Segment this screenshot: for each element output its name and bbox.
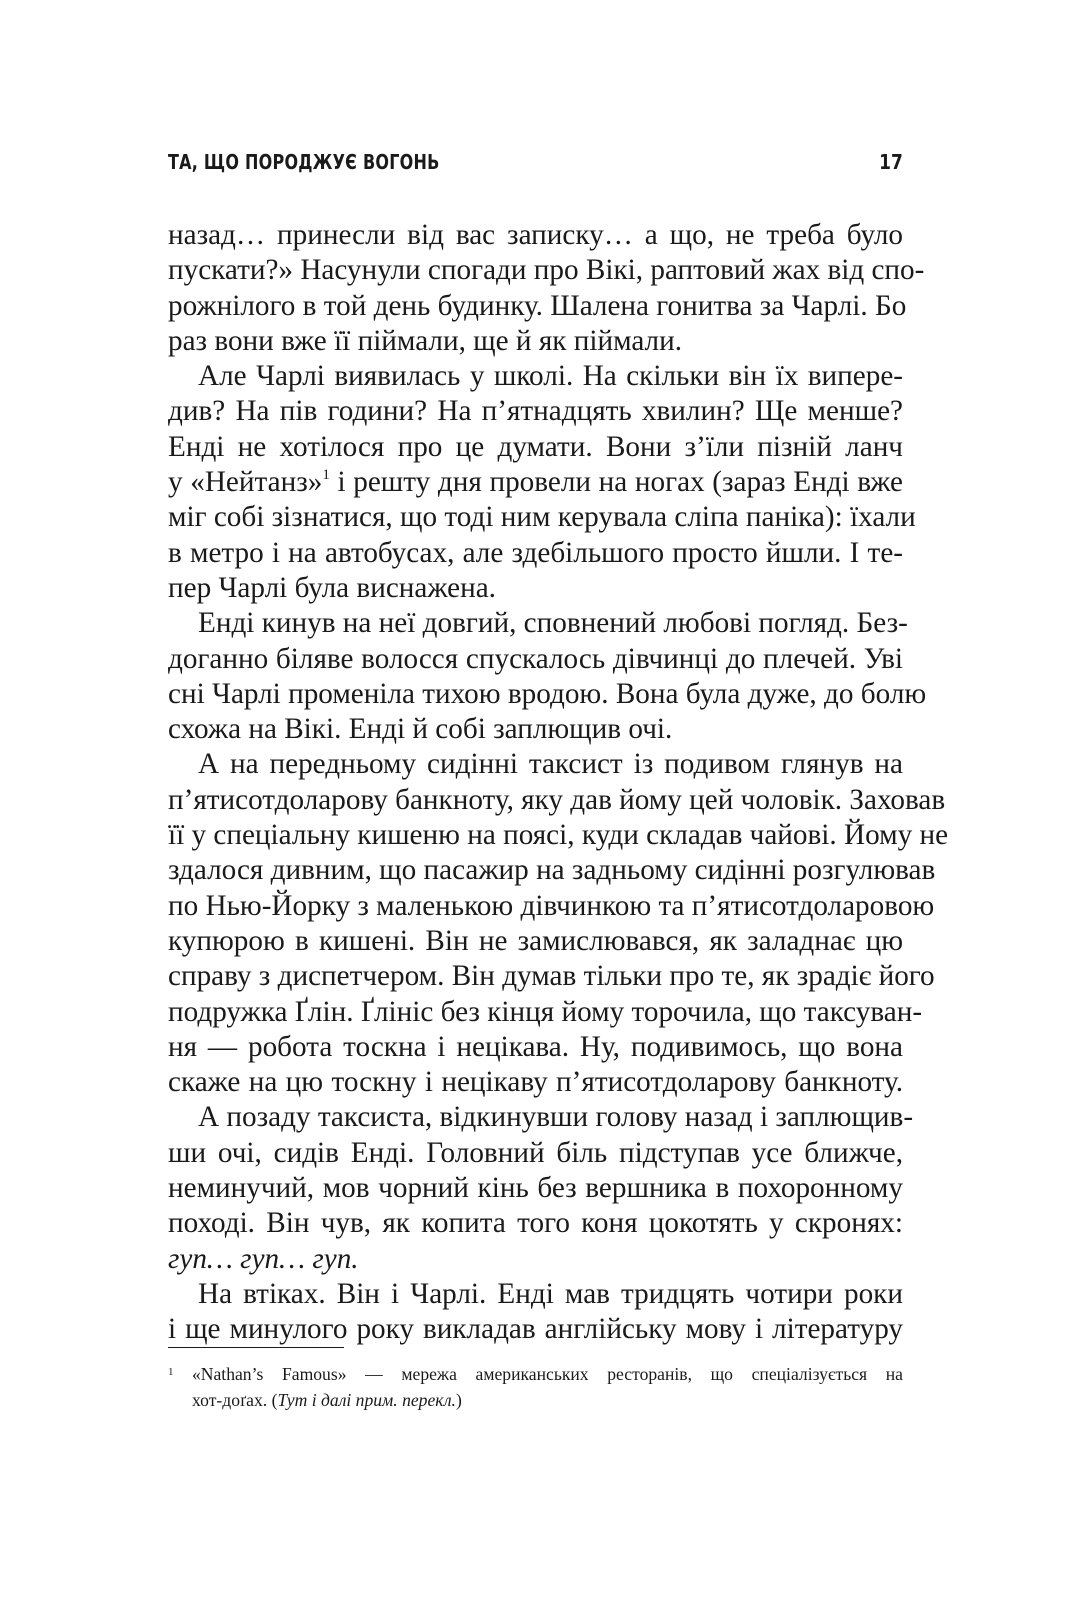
page-number: 17: [879, 150, 903, 174]
text-line: сні Чарлі променіла тихою вродою. Вона була дуже, до болю: [168, 677, 927, 710]
text-segment-italic: Тут і далі прим. перекл.: [277, 1390, 456, 1410]
footnote: [168, 1361, 903, 1413]
text-line: На втіках. Він і Чарлі. Енді мав тридцять чотири роки: [198, 1277, 903, 1310]
text-line: справу з диспетчером. Він думав тільки про те, як зрадіє його: [168, 960, 935, 993]
text-line: міг собі зізнатися, що тоді ним керувала сліпа паніка): їхали: [168, 501, 916, 534]
text-line: неминучий, мов чорний кінь без вершника в похоронному: [168, 1172, 903, 1205]
text-line: Енді не хотілося про це думати. Вони з’їли пізній ланч: [168, 430, 903, 463]
text-line: А позаду таксиста, відкинувши голову назад і заплющив-: [198, 1101, 914, 1134]
text-line-with-footnote-ref: [168, 465, 903, 500]
footnote-line: «Nathan’s Famous» — мережа американських ресторанів, що спеціалізується на: [192, 1364, 903, 1384]
text-line: доганно біляве волосся спускалось дівчинці до плечей. Уві: [168, 642, 903, 675]
footnote-reference: 1: [322, 467, 330, 484]
text-line: і ще минулого року викладав англійську мову і літературу: [168, 1313, 903, 1346]
text-line: назад… принесли від вас записку… а що, не треба було: [168, 219, 903, 251]
body-text: [168, 218, 949, 1348]
text-segment: і решту дня провели на ногах (зараз Енді вже: [329, 466, 903, 499]
footnote-line: [192, 1387, 903, 1413]
running-head: [168, 150, 903, 180]
text-line: Енді кинув на неї довгий, сповнений любові погляд. Без-: [198, 607, 908, 640]
text-line: подружка Ґлін. Ґлініс без кінця йому торочила, що таксуван-: [168, 995, 923, 1028]
text-line: А на передньому сидінні таксист із подивом глянув на: [198, 748, 903, 781]
text-line: скаже на цю тоскну і нецікаву п’ятисотдоларову банкноту.: [168, 1066, 903, 1099]
text-segment: ): [455, 1390, 462, 1410]
footnote-divider: [168, 1347, 344, 1348]
text-line: Але Чарлі виявилась у школі. На скільки він їх випере-: [198, 360, 903, 393]
text-line: п’ятисотдоларову банкноту, яку дав йому цей чоловік. Заховав: [168, 783, 946, 816]
text-line: по Нью-Йорку з маленькою дівчинкою та п’ятисотдоларовою: [168, 889, 935, 922]
text-line: її у спеціальну кишеню на поясі, куди складав чайові. Йому не: [168, 819, 949, 852]
text-line: ши очі, сидів Енді. Головний біль підступав усе ближче,: [168, 1136, 903, 1169]
text-line: схожа на Вікі. Енді й собі заплющив очі.: [168, 713, 673, 746]
text-segment: хот-доґах. (: [192, 1390, 278, 1410]
text-line: пер Чарлі була виснажена.: [168, 571, 496, 604]
text-line: поході. Він чув, як копита того коня цокотять у скронях:: [168, 1207, 903, 1240]
footnote-marker: 1: [168, 1366, 174, 1378]
text-segment: у «Нейтанз»: [168, 466, 323, 499]
text-line: в метро і на автобусах, але здебільшого просто йшли. І те-: [168, 536, 903, 569]
running-title: ТА, ЩО ПОРОДЖУЄ ВОГОНЬ: [168, 150, 440, 174]
text-line: див? На пів години? На п’ятнадцять хвилин? Ще менше?: [168, 395, 903, 428]
text-line: купюрою в кишені. Він не замислювався, як заладнає цю: [168, 924, 903, 957]
text-line: раз вони вже її піймали, ще й як піймали.: [168, 324, 683, 357]
text-line-italic: гуп… гуп… гуп.: [168, 1242, 359, 1275]
text-line: пускати?» Насунули спогади про Вікі, раптовий жах від спо-: [168, 254, 925, 287]
text-line: ня — робота тоскна і нецікава. Ну, подивимось, що вона: [168, 1030, 903, 1063]
text-line: здалося дивним, що пасажир на задньому сидінні розгулював: [168, 854, 936, 887]
text-line: рожнілого в той день будинку. Шалена гонитва за Чарлі. Бо: [168, 289, 907, 322]
